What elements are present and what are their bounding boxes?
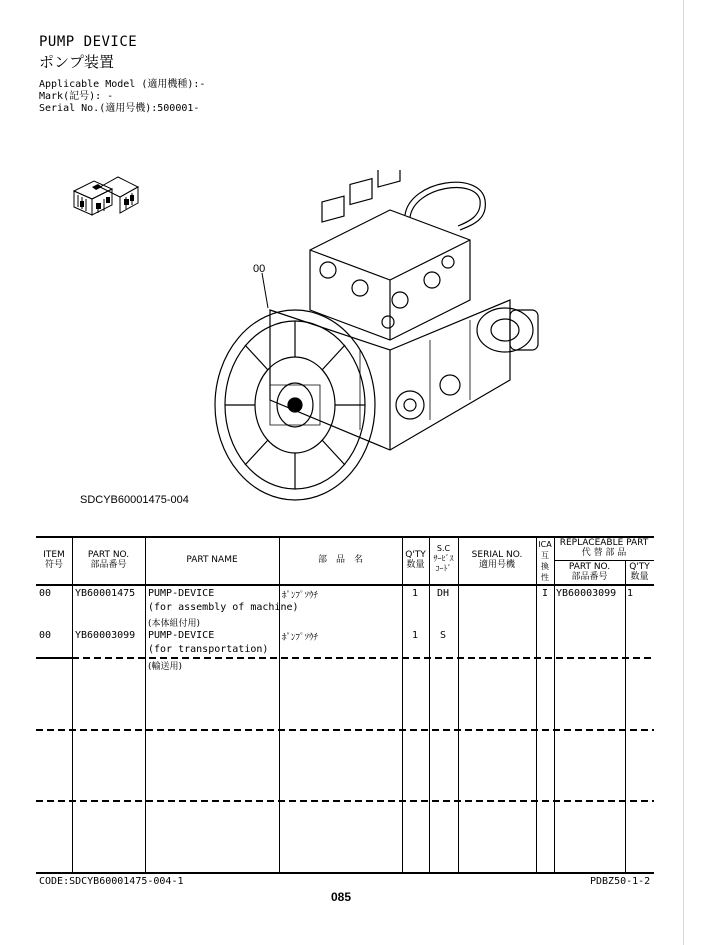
machine-location-icon: [72, 173, 140, 221]
header-item: ITEM 符号: [43, 550, 65, 570]
item-callout: 00: [253, 263, 266, 275]
page-title: PUMP DEVICE: [39, 34, 138, 50]
row2-item: 00: [39, 630, 52, 641]
applicable-model: Applicable Model (適用機種):-: [39, 79, 206, 90]
row2-part-no: YB60003099: [75, 630, 136, 641]
footer-code: CODE:SDCYB60001475-004-1: [39, 876, 184, 887]
figure-code: SDCYB60001475-004: [80, 494, 189, 506]
row2-name-line2: (for transportation): [148, 644, 269, 655]
header-qty: Q'TY 数量: [405, 550, 426, 570]
header-jp-name: 部 品 名: [317, 555, 363, 565]
row1-name-line2: (for assembly of machine): [148, 602, 299, 613]
header-part-name: PART NAME: [186, 555, 238, 565]
row1-rep-part-no: YB60003099: [556, 588, 617, 599]
serial-field: Serial No.(適用号機):500001-: [39, 103, 200, 114]
row1-rep-qty: 1: [627, 588, 634, 599]
header-ica: ICA 互 換 性: [538, 540, 552, 582]
row1-qty: 1: [412, 588, 419, 599]
parts-table: [36, 536, 654, 874]
mark-field: Mark(記号): -: [39, 91, 114, 102]
header-service-code: S.C ｻｰﾋﾞｽ ｺｰﾄﾞ: [433, 544, 454, 573]
row1-item: 00: [39, 588, 52, 599]
row1-service-code: DH: [437, 588, 450, 599]
row2-qty: 1: [412, 630, 419, 641]
row2-name-line1: PUMP-DEVICE: [148, 630, 215, 641]
header-rep-part-no: PART NO. 部品番号: [568, 562, 611, 582]
row1-jp-name: ﾎﾟﾝﾌﾟｿｳﾁ: [282, 591, 319, 601]
row1-name-line1: PUMP-DEVICE: [148, 588, 215, 599]
row2-jp-name: ﾎﾟﾝﾌﾟｿｳﾁ: [282, 633, 319, 643]
pump-device-illustration: [210, 170, 550, 505]
page-number: 085: [331, 890, 352, 904]
row1-part-no: YB60001475: [75, 588, 136, 599]
footer-reference: PDBZ50-1-2: [590, 876, 651, 887]
row1-ica: I: [542, 588, 549, 599]
row1-name-line3: (本体組付用): [148, 619, 201, 629]
header-serial-no: SERIAL NO. 適用号機: [471, 550, 523, 570]
header-part-no: PART NO. 部品番号: [87, 550, 130, 570]
page-title-jp: ポンプ装置: [39, 53, 115, 71]
row2-service-code: S: [440, 630, 447, 641]
header-replaceable: REPLACEABLE PART 代 替 部 品: [559, 538, 649, 558]
row2-name-line3: (輸送用): [148, 662, 183, 672]
header-rep-qty: Q'TY 数量: [629, 562, 650, 582]
page-edge: [683, 0, 684, 945]
